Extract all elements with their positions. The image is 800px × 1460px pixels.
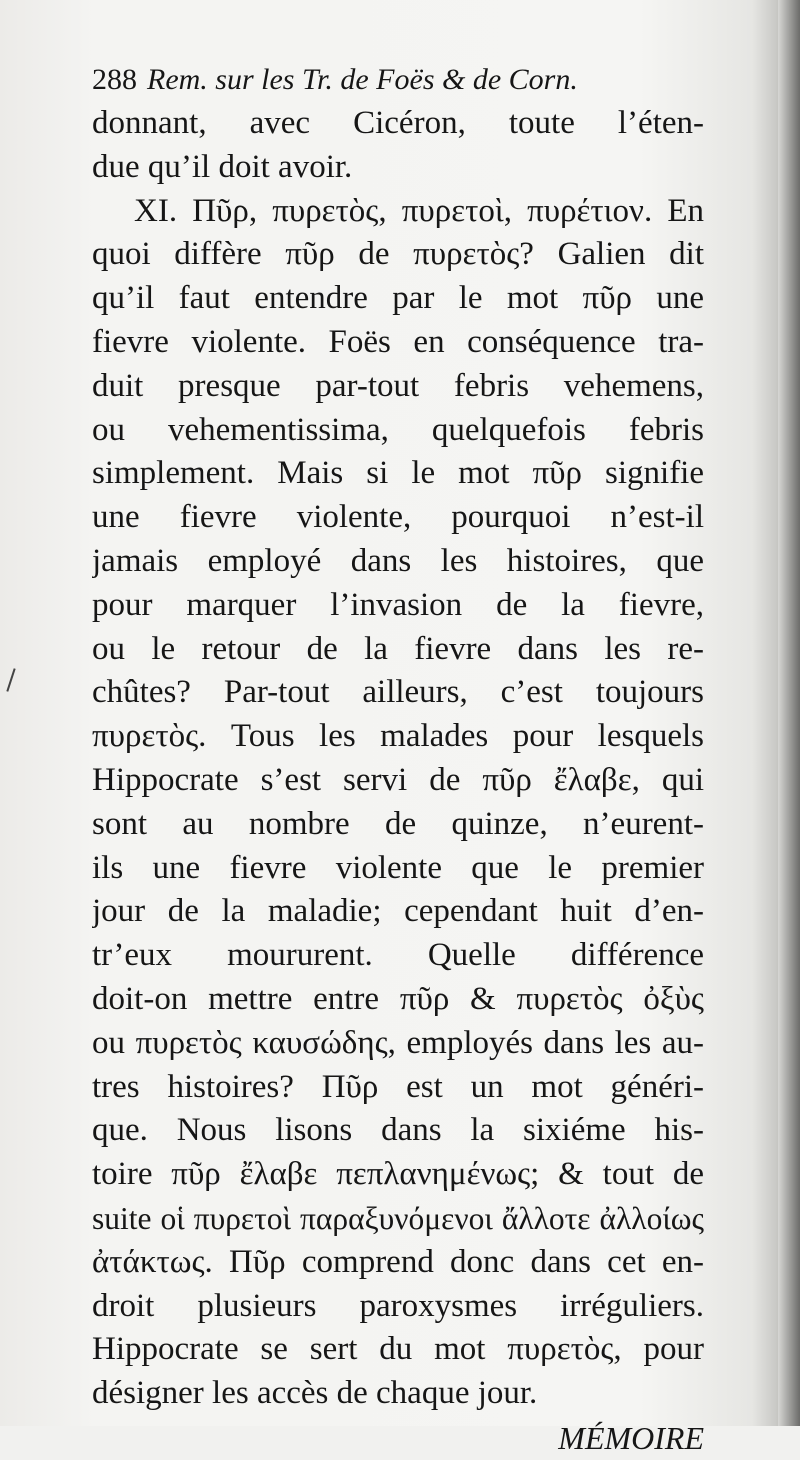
- text-line: suite οἱ πυρετοὶ παραξυνόμενοι ἄλλοτε ἀλλοίως: [92, 1200, 704, 1236]
- text-line: simplement. Mais si le mot πῦρ signifie: [92, 455, 704, 492]
- text-line: qu’il faut entendre par le mot πῦρ une: [92, 280, 704, 317]
- text-line: que. Nous lisons dans la sixiéme his-: [92, 1112, 704, 1149]
- body-text: [92, 102, 704, 1416]
- text-line: ou πυρετὸς καυσώδης, employés dans les au-: [92, 1024, 704, 1061]
- text-line: toire πῦρ ἔλαβε πεπλανημένως; & tout de: [92, 1156, 704, 1193]
- page-gutter-shadow: [778, 0, 800, 1426]
- text-line: XI. Πῦρ, πυρετὸς, πυρετοὶ, πυρέτιον. En: [134, 192, 704, 229]
- text-line: duit presque par-tout febris vehemens,: [92, 367, 704, 404]
- text-line: droit plusieurs paroxysmes irréguliers.: [92, 1287, 704, 1324]
- text-line: chûtes? Par-tout ailleurs, c’est toujours: [92, 674, 704, 711]
- text-line: due qu’il doit avoir.: [92, 148, 353, 185]
- text-line: πυρετὸς. Tous les malades pour lesquels: [92, 718, 704, 755]
- text-line: donnant, avec Cicéron, toute l’éten-: [92, 105, 704, 141]
- running-title: Rem. sur les Tr. de Foës & de Corn.: [147, 63, 578, 96]
- text-line: sont au nombre de quinze, n’eurent-: [92, 805, 704, 842]
- text-line: une fievre violente, pourquoi n’est-il: [92, 499, 704, 536]
- text-line: désigner les accès de chaque jour.: [92, 1375, 538, 1412]
- text-line: quoi diffère πῦρ de πυρετὸς? Galien dit: [92, 236, 704, 273]
- catchword: MÉMOIRE: [558, 1419, 704, 1456]
- text-line: tres histoires? Πῦρ est un mot généri-: [92, 1068, 704, 1105]
- ink-speck: [6, 668, 15, 691]
- text-line: tr’eux moururent. Quelle différence: [92, 937, 704, 974]
- text-line: Hippocrate s’est servi de πῦρ ἔλαβε, qui: [92, 761, 704, 798]
- text-line: jour de la maladie; cependant huit d’en-: [92, 893, 704, 930]
- text-line: ἀτάκτως. Πῦρ comprend donc dans cet en-: [92, 1243, 704, 1280]
- text-line: jamais employé dans les histoires, que: [92, 542, 704, 579]
- text-line: doit-on mettre entre πῦρ & πυρετὸς ὀξὺς: [92, 980, 704, 1017]
- page-number: 288: [92, 63, 137, 96]
- text-line: ou vehementissima, quelquefois febris: [92, 411, 704, 448]
- text-line: fievre violente. Foës en conséquence tra-: [92, 323, 704, 360]
- text-line: ou le retour de la fievre dans les re-: [92, 630, 704, 667]
- text-line: pour marquer l’invasion de la fievre,: [92, 586, 704, 623]
- text-line: Hippocrate se sert du mot πυρετὸς, pour: [92, 1331, 704, 1368]
- text-block: [92, 60, 704, 1460]
- text-line: ils une fievre violente que le premier: [92, 849, 704, 886]
- running-header: [92, 60, 704, 100]
